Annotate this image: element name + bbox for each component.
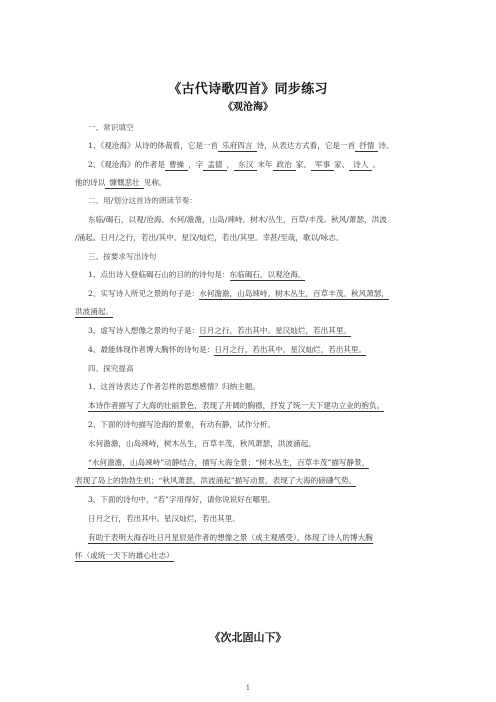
answer-blank: 曹操: [165, 161, 188, 171]
section-heading-1: 一、常识填空: [88, 123, 134, 132]
text: 3、虚写诗人想像之景的句子是：: [88, 326, 200, 335]
question-3-3: [88, 326, 351, 335]
question-4-2: 2、下面的诗句描写沧海的景象，有动有静，试作分析。: [88, 420, 276, 429]
text: 4、最能体现作者博大胸怀的诗句是：: [88, 345, 215, 354]
answer: 日月之行，若出其中。星汉灿烂，若出其里。: [199, 326, 352, 335]
question-4-3: 3、下面的诗句中，“若”字用得好，请你说说好在哪里。: [88, 495, 276, 504]
text: 。: [372, 160, 381, 169]
answer-blank: 军事: [311, 161, 334, 171]
question-3-4: [88, 345, 366, 354]
poem-heading-guancanghai: 《观沧海》: [223, 102, 273, 113]
text: 家、: [295, 160, 311, 169]
section-heading-4: 四、探究提高: [88, 364, 134, 373]
document-title: 《古代诗歌四首》同步练习: [168, 82, 328, 97]
answer: 水何澹澹，山岛竦峙。树木丛生，百草丰茂。秋风萧瑟，: [199, 289, 389, 298]
answer-4-1: [88, 401, 384, 410]
text: ，: [226, 160, 235, 169]
answer-blank: 抒情: [355, 142, 378, 152]
answer: 东临碣石，以观沧海。: [229, 270, 306, 279]
question-1-2-line2: [75, 178, 167, 189]
answer-blank: 政治: [273, 161, 296, 171]
answer-4-2-line2: [75, 476, 356, 485]
question-3-1: [88, 270, 305, 279]
answer-blank: 东汉: [234, 161, 257, 171]
text: 诗。: [378, 141, 394, 150]
question-3-2: [88, 289, 389, 298]
answer: 日月之行，若出其中。星汉灿烂，若出其里。: [214, 345, 367, 354]
rhythm-line-2: /涌起。日月/之行，若出/其中。星汉/灿烂，若出/其里。幸甚/至哉，歌以/咏志。: [75, 233, 344, 242]
answer-4-3-line2: [75, 551, 174, 560]
answer-blank: 慷慨悲壮: [105, 179, 143, 189]
quoted-lines-4-3: 日月之行，若出其中。星汉灿烂，若出其里。: [88, 514, 240, 523]
answer-blank: 诗人: [349, 161, 372, 171]
page-number: 1: [245, 684, 251, 692]
question-1-2: [88, 160, 380, 171]
text: 诗，从表达方式看，它是一首: [256, 141, 356, 150]
question-4-1: 1、这首诗表达了作者怎样的思想感情？归纳主题。: [88, 382, 260, 391]
section-heading-3: 三、按要求写出诗句: [88, 252, 157, 261]
answer: 洪波涌起。: [75, 307, 113, 316]
section-heading-2: 二、用/划分这首诗的朗读节奏：: [88, 196, 197, 205]
answer-blank: 乐府四言: [218, 142, 256, 152]
question-1-1: [88, 141, 394, 152]
answer: 怀（或统一天下的雄心壮志）: [75, 551, 174, 560]
text: 2、《观沧海》的作者是: [88, 160, 165, 169]
poem-heading-cibeigushanxia: 《次北固山下》: [209, 631, 287, 644]
question-3-2-line2: [75, 307, 113, 316]
text: 见称。: [143, 178, 167, 187]
answer-blank: 孟德: [203, 161, 226, 171]
rhythm-line-1: 东临/碣石，以观/沧海。水何/澹澹，山岛/竦峙。树木/丛生，百草/丰茂。秋风/萧瑟，洪波: [88, 215, 387, 224]
text: 1、点出诗人登临碣石山的目的的诗句是：: [88, 270, 230, 279]
answer: 有助于表明大海吞吐日月星辰是作者的想像之景（或主观感受），体现了诗人的博大胸: [88, 533, 373, 542]
answer-4-3-line1: [88, 533, 373, 542]
answer: 表现了岛上的勃勃生机；“秋风萧瑟，洪波涌起”描写动景，表现了大海的磅礴气势。: [75, 476, 357, 485]
text: 末年: [257, 160, 273, 169]
text: 2、实写诗人所见之景的句子是：: [88, 289, 200, 298]
text: 1、《观沧海》从诗的体裁看，它是一首: [88, 141, 219, 150]
quoted-lines-4-2: 水何澹澹，山岛竦峙，树木丛生，百草丰茂，秋风萧瑟，洪波涌起。: [88, 439, 316, 448]
text: 他的诗以: [75, 178, 106, 187]
text: 家、: [334, 160, 350, 169]
answer-4-2-line1: [88, 458, 369, 467]
answer: 本诗作者描写了大海的壮丽景色，表现了开阔的胸襟，抒发了统一天下建功立业的抱负。: [88, 401, 385, 410]
text: ，字: [188, 160, 204, 169]
answer: “水何澹澹，山岛竦峙”动静结合，描写大海全景；“树木丛生，百草丰茂”描写静景，: [88, 458, 370, 467]
